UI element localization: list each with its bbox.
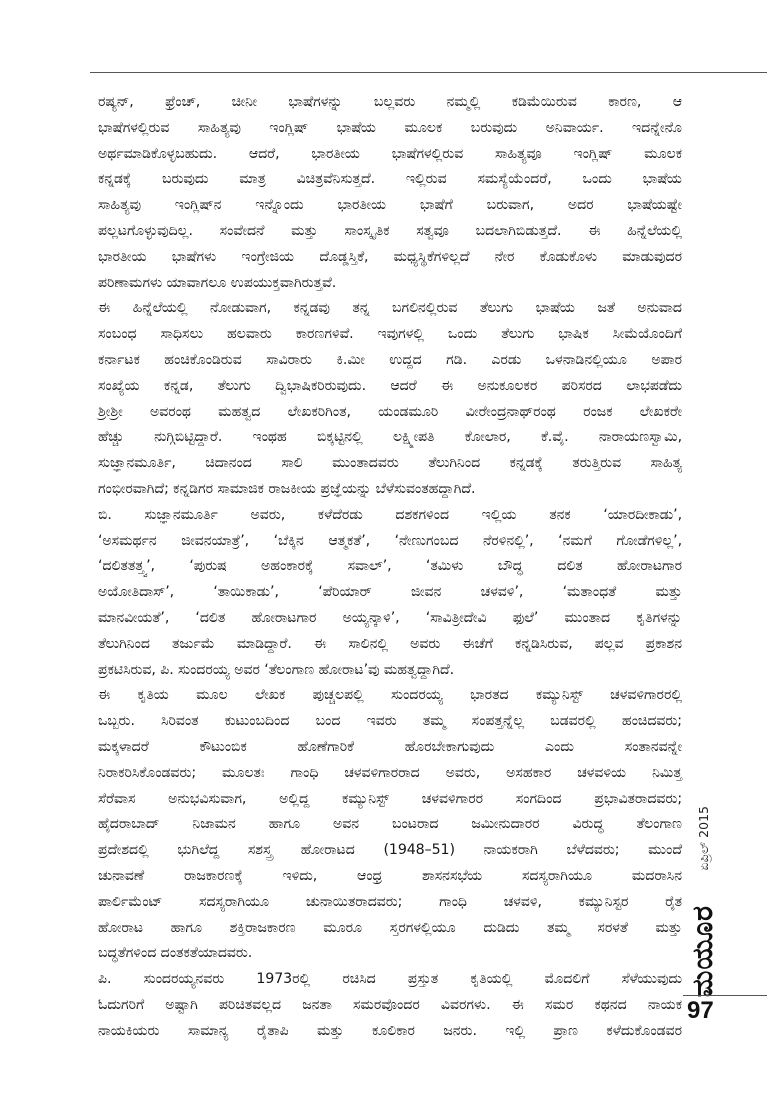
text-line: ಒಬ್ಬರು. ಸಿರಿವಂತ ಕುಟುಂಬದಿಂದ ಬಂದ ಇವರು ತಮ್ಮ ಸಂಪತ್ತನ್ನೆಲ್ಲ ಬಡವರಲ್ಲಿ ಹಂಚಿದವರು; xyxy=(98,713,682,730)
text-line: ಕನ್ನಡಕ್ಕೆ ಬರುವುದು ಮಾತ್ರ ವಿಚಿತ್ರವೆನಿಸುತ್ತದೆ. ಇಲ್ಲಿರುವ ಸಮಸ್ಯೆಯೆಂದರೆ, ಒಂದು ಭಾಷೆಯ xyxy=(98,171,682,188)
text-line: ನಿರಾಕರಿಸಿಕೊಂಡವರು; ಮೂಲತಃ ಗಾಂಧಿ ಚಳವಳಿಗಾರರಾದ ಅವರು, ಅಸಹಕಾರ ಚಳವಳಿಯ ನಿಮಿತ್ತ xyxy=(98,764,682,781)
text-line: ಪ್ರದೇಶದಲ್ಲಿ ಭುಗಿಲೆದ್ದ ಸಶಸ್ತ್ರ ಹೋರಾಟದ (1948–51) ನಾಯಕರಾಗಿ ಬೆಳೆದವರು; ಮುಂದೆ xyxy=(98,842,682,859)
text-line: ಗಂಭೀರವಾಗಿದೆ; ಕನ್ನಡಿಗರ ಸಾಮಾಜಿಕ ರಾಜಕೀಯ ಪ್ರಜ್ಞೆಯನ್ನು ಬೆಳೆಸುವಂತಹದ್ದಾಗಿದೆ. xyxy=(98,480,476,497)
text-line: ಪರಿಣಾಮಗಳು ಯಾವಾಗಲೂ ಉಪಯುಕ್ತವಾಗಿರುತ್ತವೆ. xyxy=(98,274,337,291)
text-line: ‘ಅಸಮರ್ಥನ ಜೀವನಯಾತ್ರೆ’, ‘ಬೆಕ್ಕಿನ ಆತ್ಮಕತೆ’, ‘ನೇಣುಗಂಬದ ನೆರಳಿನಲ್ಲಿ’, ‘ನಮಗೆ ಗೋಡೆಗಳಿಲ್ಲ’, xyxy=(98,532,682,549)
text-line: ಮಾನವೀಯತೆ’, ‘ದಲಿತ ಹೋರಾಟಗಾರ ಅಯ್ಯನ್ಕಾಳಿ’, ‘ಸಾವಿತ್ರೀದೇವಿ ಫುಲೆ’ ಮುಂತಾದ ಕೃತಿಗಳನ್ನು xyxy=(98,609,682,626)
text-line: ಪಿ. ಸುಂದರಯ್ಯನವರು 1973ರಲ್ಲಿ ರಚಿಸಿದ ಪ್ರಸ್ತುತ ಕೃತಿಯಲ್ಲಿ ಮೊದಲಿಗೆ ಸೆಳೆಯುವುದು xyxy=(98,971,682,988)
text-line: ಪ್ರಕಟಿಸಿರುವ, ಪಿ. ಸುಂದರಯ್ಯ ಅವರ ‘ತೆಲಂಗಾಣ ಹೋರಾಟ’ವು ಮಹತ್ವದ್ದಾಗಿದೆ. xyxy=(98,661,455,678)
text-line: ಪಲ್ಲಟಗೊಳ್ಳುವುದಿಲ್ಲ. ಸಂವೇದನೆ ಮತ್ತು ಸಾಂಸ್ಕೃತಿಕ ಸತ್ವವೂ ಬದಲಾಗಿಬಿಡುತ್ತದೆ. ಈ ಹಿನ್ನೆಲೆಯಲ್ಲಿ xyxy=(98,222,682,239)
header-rule xyxy=(90,72,767,73)
text-line: ನಾಯಕಿಯರು ಸಾಮಾನ್ಯ ರೈತಾಪಿ ಮತ್ತು ಕೂಲಿಕಾರ ಜನರು. ಇಲ್ಲಿ ಪ್ರಾಣ ಕಳೆದುಕೊಂಡವರ xyxy=(98,1022,682,1039)
text-line: ಸಂಖ್ಯೆಯ ಕನ್ನಡ, ತೆಲುಗು ದ್ವಿಭಾಷಿಕರಿರುವುದು. ಆದರೆ ಈ ಅನುಕೂಲಕರ ಪರಿಸರದ ಲಾಭಪಡೆದು xyxy=(98,377,682,394)
text-line: ಭಾಷೆಗಳಲ್ಲಿರುವ ಸಾಹಿತ್ಯವು ಇಂಗ್ಲಿಷ್ ಭಾಷೆಯ ಮೂಲಕ ಬರುವುದು ಅನಿವಾರ್ಯ. ಇದನ್ನೇನೊ xyxy=(98,119,682,136)
text-line: ಓದುಗರಿಗೆ ಅಷ್ಟಾಗಿ ಪರಿಚಿತವಲ್ಲದ ಜನತಾ ಸಮರವೊಂದರ ವಿವರಗಳು. ಈ ಸಮರ ಕಥನದ ನಾಯಕ xyxy=(98,996,682,1013)
text-line: ಸೆರೆವಾಸ ಅನುಭವಿಸುವಾಗ, ಅಲ್ಲಿದ್ದ ಕಮ್ಯುನಿಸ್ಟ್ ಚಳವಳಿಗಾರರ ಸಂಗದಿಂದ ಪ್ರಭಾವಿತರಾದವರು; xyxy=(98,790,682,807)
text-line: ಪಾರ್ಲಿಮೆಂಟ್ ಸದಸ್ಯರಾಗಿಯೂ ಚುನಾಯಿತರಾದವರು; ಗಾಂಧಿ ಚಳವಳಿ, ಕಮ್ಯುನಿಸ್ಟರ ರೈತ xyxy=(98,893,682,910)
text-line: ಮಕ್ಕಳಾದರೆ ಕೌಟುಂಬಿಕ ಹೊಣೆಗಾರಿಕೆ ಹೊರಬೇಕಾಗುವುದು ಎಂದು ಸಂತಾನವನ್ನೇ xyxy=(98,738,682,755)
text-line: ಸಾಹಿತ್ಯವು ಇಂಗ್ಲಿಷ್‌ನ ಇನ್ನೊಂದು ಭಾರತೀಯ ಭಾಷೆಗೆ ಬರುವಾಗ, ಅದರ ಭಾಷೆಯಷ್ಟೇ xyxy=(98,197,682,214)
paragraph xyxy=(84,967,682,1044)
text-line: ಈ ಹಿನ್ನೆಲೆಯಲ್ಲಿ ನೋಡುವಾಗ, ಕನ್ನಡವು ತನ್ನ ಬಗಲಿನಲ್ಲಿರುವ ತೆಲುಗು ಭಾಷೆಯ ಜತೆ ಅನುವಾದ xyxy=(98,300,682,317)
magazine-logo: ಮಯೂರ xyxy=(686,905,719,998)
text-line: ಸಂಬಂಧ ಸಾಧಿಸಲು ಹಲವಾರು ಕಾರಣಗಳಿವೆ. ಇವುಗಳಲ್ಲಿ ಒಂದು ತೆಲುಗು ಭಾಷಿಕ ಸೀಮೆಯೊಂದಿಗೆ xyxy=(98,326,682,343)
text-line: ‘ದಲಿತತತ್ತ್ವ’, ‘ಪುರುಷ ಅಹಂಕಾರಕ್ಕೆ ಸವಾಲ್’, ‘ತಮಿಳು ಬೌದ್ಧ ದಲಿತ ಹೋರಾಟಗಾರ xyxy=(98,558,682,575)
footer-rule xyxy=(683,995,767,996)
text-line: ಅಯೋತಿದಾಸ್’, ‘ತಾಯಿಕಾಡು’, ‘ಪೆರಿಯಾರ್ ಜೀವನ ಚಳವಳಿ’, ‘ಮತಾಂಧತೆ ಮತ್ತು xyxy=(98,584,682,601)
paragraph xyxy=(84,296,682,502)
text-line: ಬಿ. ಸುಜ್ಞಾನಮೂರ್ತಿ ಅವರು, ಕಳೆದೆರಡು ದಶಕಗಳಿಂದ ಇಲ್ಲಿಯ ತನಕ ‘ಯಾರದೀಕಾಡು’, xyxy=(98,506,682,523)
text-line: ಬದ್ಧತೆಗಳಿಂದ ದಂತಕತೆಯಾದವರು. xyxy=(98,945,253,962)
text-line: ಹೈದರಾಬಾದ್ ನಿಜಾಮನ ಹಾಗೂ ಅವನ ಬಂಟರಾದ ಜಮೀನುದಾರರ ವಿರುದ್ಧ ತೆಲಂಗಾಣ xyxy=(98,816,682,833)
text-line: ಸುಜ್ಞಾನಮೂರ್ತಿ, ಚಿದಾನಂದ ಸಾಲಿ ಮುಂತಾದವರು ತೆಲುಗಿನಿಂದ ಕನ್ನಡಕ್ಕೆ ತರುತ್ತಿರುವ ಸಾಹಿತ್ಯ xyxy=(98,455,682,472)
text-line: ಈ ಕೃತಿಯ ಮೂಲ ಲೇಖಕ ಪುಚ್ಚಲಪಲ್ಲಿ ಸುಂದರಯ್ಯ ಭಾರತದ ಕಮ್ಯುನಿಸ್ಟ್ ಚಳವಳಿಗಾರರಲ್ಲಿ xyxy=(98,687,682,704)
article-body xyxy=(84,90,682,1044)
text-line: ತೆಲುಗಿನಿಂದ ತರ್ಜುಮೆ ಮಾಡಿದ್ದಾರೆ. ಈ ಸಾಲಿನಲ್ಲಿ ಅವರು ಈಚೆಗೆ ಕನ್ನಡಿಸಿರುವ, ಪಲ್ಲವ ಪ್ರಕಾಶನ xyxy=(98,635,682,652)
paragraph xyxy=(84,503,682,684)
text-line: ಕರ್ನಾಟಕ ಹಂಚಿಕೊಂಡಿರುವ ಸಾವಿರಾರು ಕಿ.ಮೀ ಉದ್ದದ ಗಡಿ. ಎರಡು ಒಳನಾಡಿನಲ್ಲಿಯೂ ಅಪಾರ xyxy=(98,351,682,368)
text-line: ಹೋರಾಟ ಹಾಗೂ ಶಕ್ತಿರಾಜಕಾರಣ ಮೂರೂ ಸ್ತರಗಳಲ್ಲಿಯೂ ದುಡಿದು ತಮ್ಮ ಸರಳತೆ ಮತ್ತು xyxy=(98,919,682,936)
paragraph xyxy=(84,90,682,296)
text-line: ಭಾರತೀಯ ಭಾಷೆಗಳು ಇಂಗ್ರೇಜಿಯ ದೊಡ್ಡಸ್ತಿಕೆ, ಮಧ್ಯಸ್ಥಿಕೆಗಳಿಲ್ಲದೆ ನೇರ ಕೊಡುಕೊಳು ಮಾಡುವುದರ xyxy=(98,248,682,265)
text-line: ಚುನಾವಣೆ ರಾಜಕಾರಣಕ್ಕೆ ಇಳಿದು, ಆಂಧ್ರ ಶಾಸನಸಭೆಯ ಸದಸ್ಯರಾಗಿಯೂ ಮದರಾಸಿನ xyxy=(98,867,682,884)
text-line: ಅರ್ಥಮಾಡಿಕೊಳ್ಳಬಹುದು. ಆದರೆ, ಭಾರತೀಯ ಭಾಷೆಗಳಲ್ಲಿರುವ ಸಾಹಿತ್ಯವೂ ಇಂಗ್ಲಿಷ್ ಮೂಲಕ xyxy=(98,145,682,162)
paragraph xyxy=(84,683,682,967)
text-line: ರಷ್ಯನ್, ಫ್ರೆಂಚ್, ಚೀನೀ ಭಾಷೆಗಳನ್ನು ಬಲ್ಲವರು ನಮ್ಮಲ್ಲಿ ಕಡಿಮೆಯಿರುವ ಕಾರಣ, ಆ xyxy=(98,94,682,110)
page-number: 97 xyxy=(687,997,714,1024)
text-line: ಹೆಚ್ಚು ನುಗ್ಗಿಬಿಟ್ಟಿದ್ದಾರೆ. ಇಂಥಹ ಬಿಕ್ಕಟ್ಟಿನಲ್ಲಿ ಲಕ್ಷ್ಮೀಪತಿ ಕೋಲಾರ, ಕೆ.ವೈ. ನಾರಾಯಣಸ್ವಾಮಿ, xyxy=(98,429,682,446)
text-line: ಶ್ರೀಶ್ರೀ ಅವರಂಥ ಮಹತ್ವದ ಲೇಖಕರಿಗಿಂತ, ಯಂಡಮೂರಿ ವೀರೇಂದ್ರನಾಥ್‌ರಂಥ ರಂಜಕ ಲೇಖಕರೇ xyxy=(98,403,682,420)
issue-date: ಏಪ್ರಿಲ್ 2015 xyxy=(696,806,711,871)
